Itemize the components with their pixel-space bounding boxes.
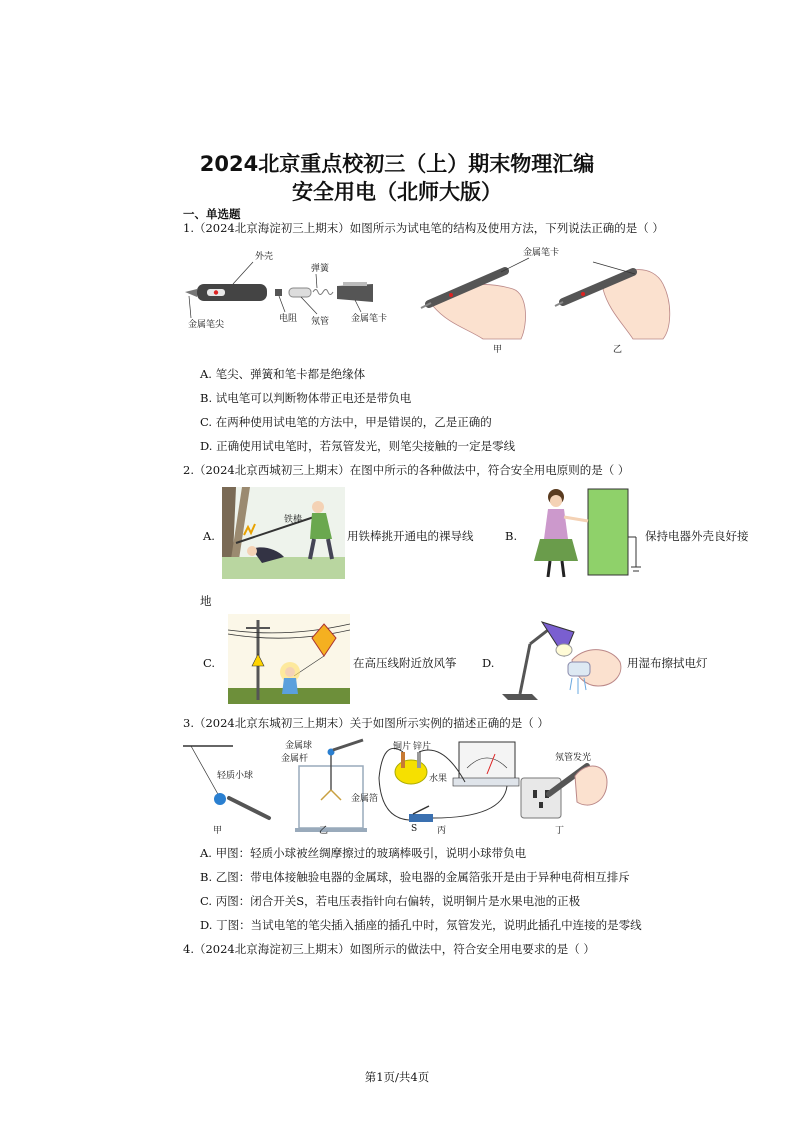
q3-figure bbox=[183, 738, 613, 838]
q1-stem: 1.（2024北京海淀初三上期末）如图所示为试电笔的结构及使用方法，下列说法正确的是（ ） bbox=[183, 221, 664, 235]
kite-near-powerline-icon bbox=[228, 614, 350, 704]
q2-b-text-wrap: 地 bbox=[200, 594, 212, 608]
q3-option-b: B. 乙图：带电体接触验电器的金属球，验电器的金属箔张开是由于异种电荷相互排斥 bbox=[200, 870, 630, 884]
q2-d-letter: D. bbox=[482, 656, 495, 670]
pen-tip-icon bbox=[185, 289, 197, 297]
q2-a-text: 用铁棒挑开通电的裸导线 bbox=[347, 529, 474, 543]
label-zinc: 锌片 bbox=[413, 742, 432, 752]
label-clip-2: 金属笔卡 bbox=[523, 248, 560, 258]
label-metal-rod: 金属杆 bbox=[281, 754, 309, 764]
spring-icon bbox=[313, 290, 333, 295]
label-resistor: 电阻 bbox=[279, 314, 298, 324]
q4-stem: 4.（2024北京海淀初三上期末）如图所示的做法中，符合安全用电要求的是（ ） bbox=[183, 942, 595, 956]
label-yi: 乙 bbox=[613, 345, 623, 355]
resistor-icon bbox=[275, 289, 282, 296]
q2-c-image bbox=[228, 614, 350, 704]
label-fig-jia: 甲 bbox=[213, 826, 223, 836]
page-footer: 第1页/共4页 bbox=[364, 1070, 430, 1084]
switch-icon bbox=[409, 814, 433, 822]
label-copper: 铜片 bbox=[393, 742, 412, 752]
label-fig-ding: 丁 bbox=[555, 826, 565, 836]
label-fig-bing: 丙 bbox=[437, 826, 447, 836]
q2-b-image bbox=[530, 487, 643, 579]
socket-icon bbox=[521, 778, 561, 818]
q3-option-d: D. 丁图：当试电笔的笔尖插入插座的插孔中时，氖管发光，说明此插孔中连接的是零线 bbox=[200, 918, 642, 932]
q2-d-image bbox=[502, 614, 624, 704]
q3-stem: 3.（2024北京东城初三上期末）关于如图所示实例的描述正确的是（ ） bbox=[183, 716, 549, 730]
q2-d-text: 用湿布擦拭电灯 bbox=[627, 656, 708, 670]
label-neon-glow: 氖管发光 bbox=[555, 753, 592, 763]
label-spring: 弹簧 bbox=[311, 264, 330, 274]
q2-stem: 2.（2024北京西城初三上期末）在图中所示的各种做法中，符合安全用电原则的是（ ） bbox=[183, 463, 630, 477]
label-metal-foil: 金属箔 bbox=[351, 794, 379, 804]
q1-option-d: D. 正确使用试电笔时，若氖管发光，则笔尖接触的一定是零线 bbox=[200, 439, 516, 453]
q3-option-a: A. 甲图：轻质小球被丝绸摩擦过的玻璃棒吸引，说明小球带负电 bbox=[200, 846, 527, 860]
section-heading: 一、单选题 bbox=[183, 207, 241, 221]
q1-option-b: B. 试电笔可以判断物体带正电还是带负电 bbox=[200, 391, 412, 405]
label-light-ball: 轻质小球 bbox=[217, 771, 254, 781]
q3-option-c: C. 丙图：闭合开关S，若电压表指针向右偏转，说明铜片是水果电池的正极 bbox=[200, 894, 581, 908]
page-title-line2: 安全用电（北师大版） bbox=[292, 180, 502, 204]
glass-rod-icon bbox=[229, 798, 269, 818]
label-shell: 外壳 bbox=[255, 252, 274, 262]
label-fig-yi: 乙 bbox=[319, 826, 329, 836]
q2-a-letter: A. bbox=[203, 529, 215, 543]
label-clip: 金属笔卡 bbox=[351, 314, 388, 324]
desk-lamp-wet-cloth-icon bbox=[502, 614, 624, 704]
grounded-appliance-icon bbox=[530, 487, 643, 579]
label-switch: S bbox=[411, 824, 418, 834]
q2-a-image bbox=[222, 487, 345, 579]
label-tip: 金属笔尖 bbox=[188, 320, 225, 330]
neon-tube-icon bbox=[289, 288, 311, 297]
pen-cap-icon bbox=[337, 284, 373, 302]
q1-option-c: C. 在两种使用试电笔的方法中，甲是错误的，乙是正确的 bbox=[200, 415, 492, 429]
q2-b-letter: B. bbox=[505, 529, 518, 543]
label-neon: 氖管 bbox=[311, 317, 330, 327]
pen-clip-icon bbox=[343, 282, 367, 286]
page-title-line1: 2024北京重点校初三（上）期末物理汇编 bbox=[199, 152, 595, 176]
label-iron-rod: 铁棒 bbox=[284, 515, 303, 525]
q2-b-text: 保持电器外壳良好接 bbox=[645, 529, 749, 543]
label-fruit: 水果 bbox=[429, 774, 448, 784]
label-jia: 甲 bbox=[493, 345, 503, 355]
q1-figure bbox=[183, 244, 673, 359]
q2-c-text: 在高压线附近放风筝 bbox=[353, 656, 457, 670]
iron-rod-scene-icon bbox=[222, 487, 345, 579]
fruit-icon bbox=[395, 760, 427, 784]
q1-option-a: A. 笔尖、弹簧和笔卡都是绝缘体 bbox=[200, 367, 366, 381]
label-metal-ball: 金属球 bbox=[285, 741, 313, 751]
q3-experiments-illustration bbox=[183, 738, 613, 838]
light-ball-icon bbox=[214, 793, 226, 805]
q2-c-letter: C. bbox=[203, 656, 216, 670]
